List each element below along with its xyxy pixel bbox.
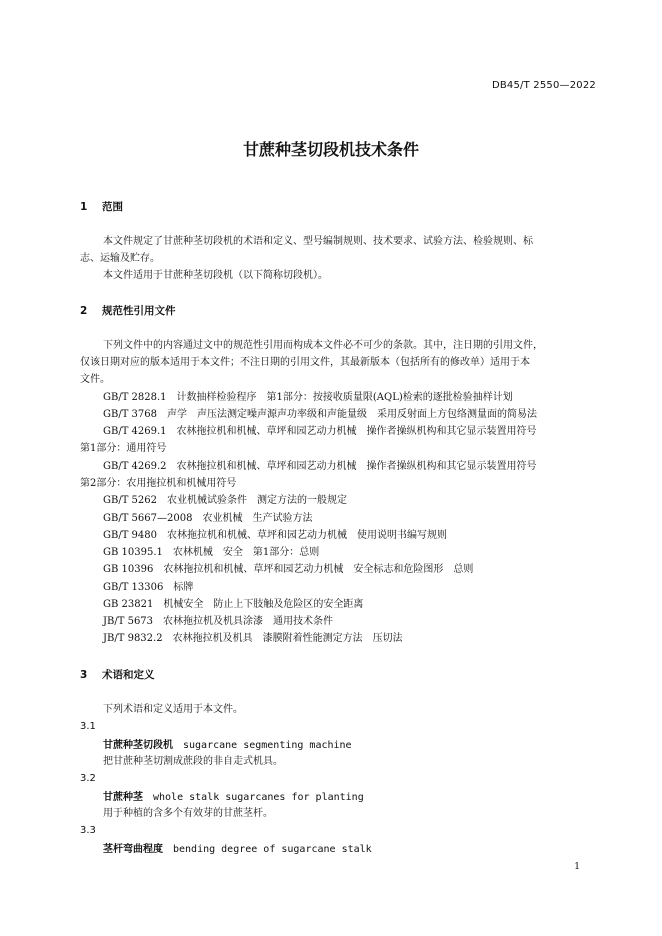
term-zh: 茎杆弯曲程度	[103, 844, 163, 855]
section-number: 3	[80, 669, 88, 681]
reference-item: GB 10396 农林拖拉机和机械、草坪和园艺动力机械 安全标志和危险图形 总则	[103, 564, 474, 575]
section-1-heading	[80, 199, 123, 214]
reference-item: GB 10395.1 农林机械 安全 第1部分：总则	[103, 547, 320, 558]
paragraph: 下列术语和定义适用于本文件。	[103, 704, 243, 715]
paragraph-continuation: 文件。	[80, 374, 110, 385]
section-3-heading	[80, 667, 155, 682]
paragraph: 本文件适用于甘蔗种茎切段机（以下简称切段机）。	[103, 270, 328, 281]
term-zh: 甘蔗种茎切段机	[103, 740, 173, 751]
reference-item: GB/T 2828.1 计数抽样检验程序 第1部分：按接收质量限(AQL)检索的逐批检验抽样计划	[103, 392, 513, 403]
reference-item: JB/T 9832.2 农林拖拉机及机具 漆膜附着性能测定方法 压切法	[103, 633, 403, 644]
term-number: 3.3	[80, 825, 96, 836]
term-entry	[103, 788, 364, 803]
term-number: 3.2	[80, 773, 96, 784]
reference-item: GB/T 3768 声学 声压法测定噪声源声功率级和声能量级 采用反射面上方包络测量面的简易法	[103, 409, 538, 420]
reference-item: GB/T 4269.2 农林拖拉机和机械、草坪和园艺动力机械 操作者操纵机构和其它显示装置用符号	[103, 461, 537, 472]
reference-item: GB/T 5262 农业机械试验条件 测定方法的一般规定	[103, 495, 348, 506]
section-title: 规范性引用文件	[102, 305, 176, 317]
term-entry	[103, 840, 372, 855]
reference-item: GB 23821 机械安全 防止上下肢触及危险区的安全距离	[103, 599, 364, 610]
term-number: 3.1	[80, 721, 96, 732]
paragraph: 下列文件中的内容通过文中的规范性引用而构成本文件必不可少的条款。其中，注日期的引用文件，	[103, 340, 543, 351]
paragraph: 本文件规定了甘蔗种茎切段机的术语和定义、型号编制规则、技术要求、试验方法、检验规则、标	[103, 236, 533, 247]
term-en: sugarcane segmenting machine	[183, 740, 352, 751]
document-title: 甘蔗种茎切段机技术条件	[242, 140, 419, 159]
section-2-heading	[80, 303, 176, 318]
reference-item-continuation: 第1部分：通用符号	[80, 443, 167, 454]
document-code: DB45/T 2550—2022	[491, 80, 596, 91]
section-number: 1	[80, 201, 88, 213]
reference-item: GB/T 5667—2008 农业机械 生产试验方法	[103, 513, 313, 524]
term-en: bending degree of sugarcane stalk	[173, 844, 372, 855]
page-number: 1	[574, 862, 580, 872]
reference-item: JB/T 5673 农林拖拉机及机具涂漆 通用技术条件	[103, 616, 334, 627]
term-definition: 把甘蔗种茎切割成蔗段的非自走式机具。	[103, 756, 283, 767]
section-title: 术语和定义	[102, 669, 155, 681]
reference-item-continuation: 第2部分：农用拖拉机和机械用符号	[80, 478, 237, 489]
paragraph-continuation: 志、运输及贮存。	[80, 253, 160, 264]
term-en: whole stalk sugarcanes for planting	[153, 792, 364, 803]
term-zh: 甘蔗种茎	[103, 792, 143, 803]
reference-item: GB/T 4269.1 农林拖拉机和机械、草坪和园艺动力机械 操作者操纵机构和其它显示装置用符号	[103, 426, 537, 437]
term-definition: 用于种植的含多个有效芽的甘蔗茎杆。	[103, 808, 273, 819]
section-title: 范围	[102, 201, 123, 213]
reference-item: GB/T 9480 农林拖拉机和机械、草坪和园艺动力机械 使用说明书编写规则	[103, 530, 448, 541]
section-number: 2	[80, 305, 88, 317]
term-entry	[103, 736, 352, 751]
paragraph-continuation: 仅该日期对应的版本适用于本文件；不注日期的引用文件，其最新版本（包括所有的修改单）适用于本	[80, 357, 530, 368]
reference-item: GB/T 13306 标牌	[103, 582, 194, 593]
